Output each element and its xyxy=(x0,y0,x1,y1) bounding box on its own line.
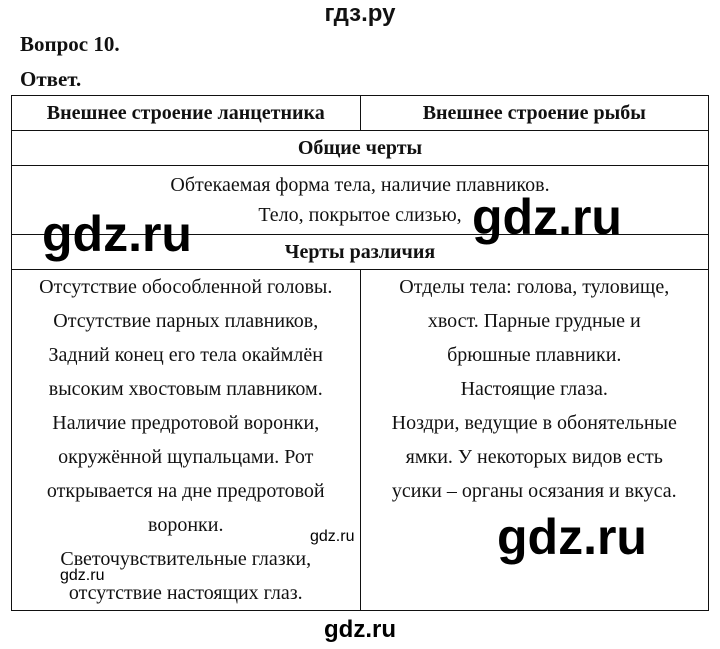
diff-header: Черты различия xyxy=(12,235,709,270)
header-lancelet: Внешнее строение ланцетника xyxy=(12,96,361,131)
lancelet-line: Светочувствительные глазки, xyxy=(60,548,312,570)
table-header-row xyxy=(12,96,709,131)
common-header: Общие черты xyxy=(12,131,709,166)
lancelet-line: Задний конец его тела окаймлён xyxy=(48,344,323,366)
lancelet-line: воронки. xyxy=(148,514,224,536)
header-fish: Внешнее строение рыбы xyxy=(360,96,709,131)
fish-line: Настоящие глаза. xyxy=(460,378,608,400)
watermark-footer: gdz.ru xyxy=(324,616,396,643)
watermark: gdz.ru xyxy=(472,189,622,245)
lancelet-line: отсутствие настоящих глаз. xyxy=(68,582,303,604)
watermark-small: gdz.ru xyxy=(60,567,105,584)
watermark-small: gdz.ru xyxy=(310,528,355,545)
watermark: gdz.ru xyxy=(42,206,192,262)
fish-line: ямки. У некоторых видов есть xyxy=(405,446,663,468)
watermark: gdz.ru xyxy=(497,509,647,565)
lancelet-cell xyxy=(12,270,361,611)
site-title: гдз.ру xyxy=(324,0,396,27)
fish-line: брюшные плавники. xyxy=(447,344,622,366)
common-line: Обтекаемая форма тела, наличие плавников. xyxy=(170,174,550,196)
question-label: Вопрос 10. xyxy=(20,32,120,56)
lancelet-line: окружённой щупальцами. Рот xyxy=(58,446,314,468)
fish-line: хвост. Парные грудные и xyxy=(427,310,641,332)
lancelet-line: открывается на дне предротовой xyxy=(46,480,325,502)
common-line: Тело, покрытое слизью, xyxy=(258,204,462,226)
lancelet-line: Отсутствие обособленной головы. xyxy=(39,276,333,298)
fish-line: усики – органы осязания и вкуса. xyxy=(391,480,677,502)
common-header-row xyxy=(12,131,709,166)
lancelet-line: Наличие предротовой воронки, xyxy=(52,412,320,434)
fish-line: Отделы тела: голова, туловище, xyxy=(399,276,670,298)
lancelet-line: Отсутствие парных плавников, xyxy=(53,310,319,332)
answer-label: Ответ. xyxy=(20,67,82,91)
fish-line: Ноздри, ведущие в обонятельные xyxy=(391,412,677,434)
lancelet-line: высоким хвостовым плавником. xyxy=(48,378,323,400)
